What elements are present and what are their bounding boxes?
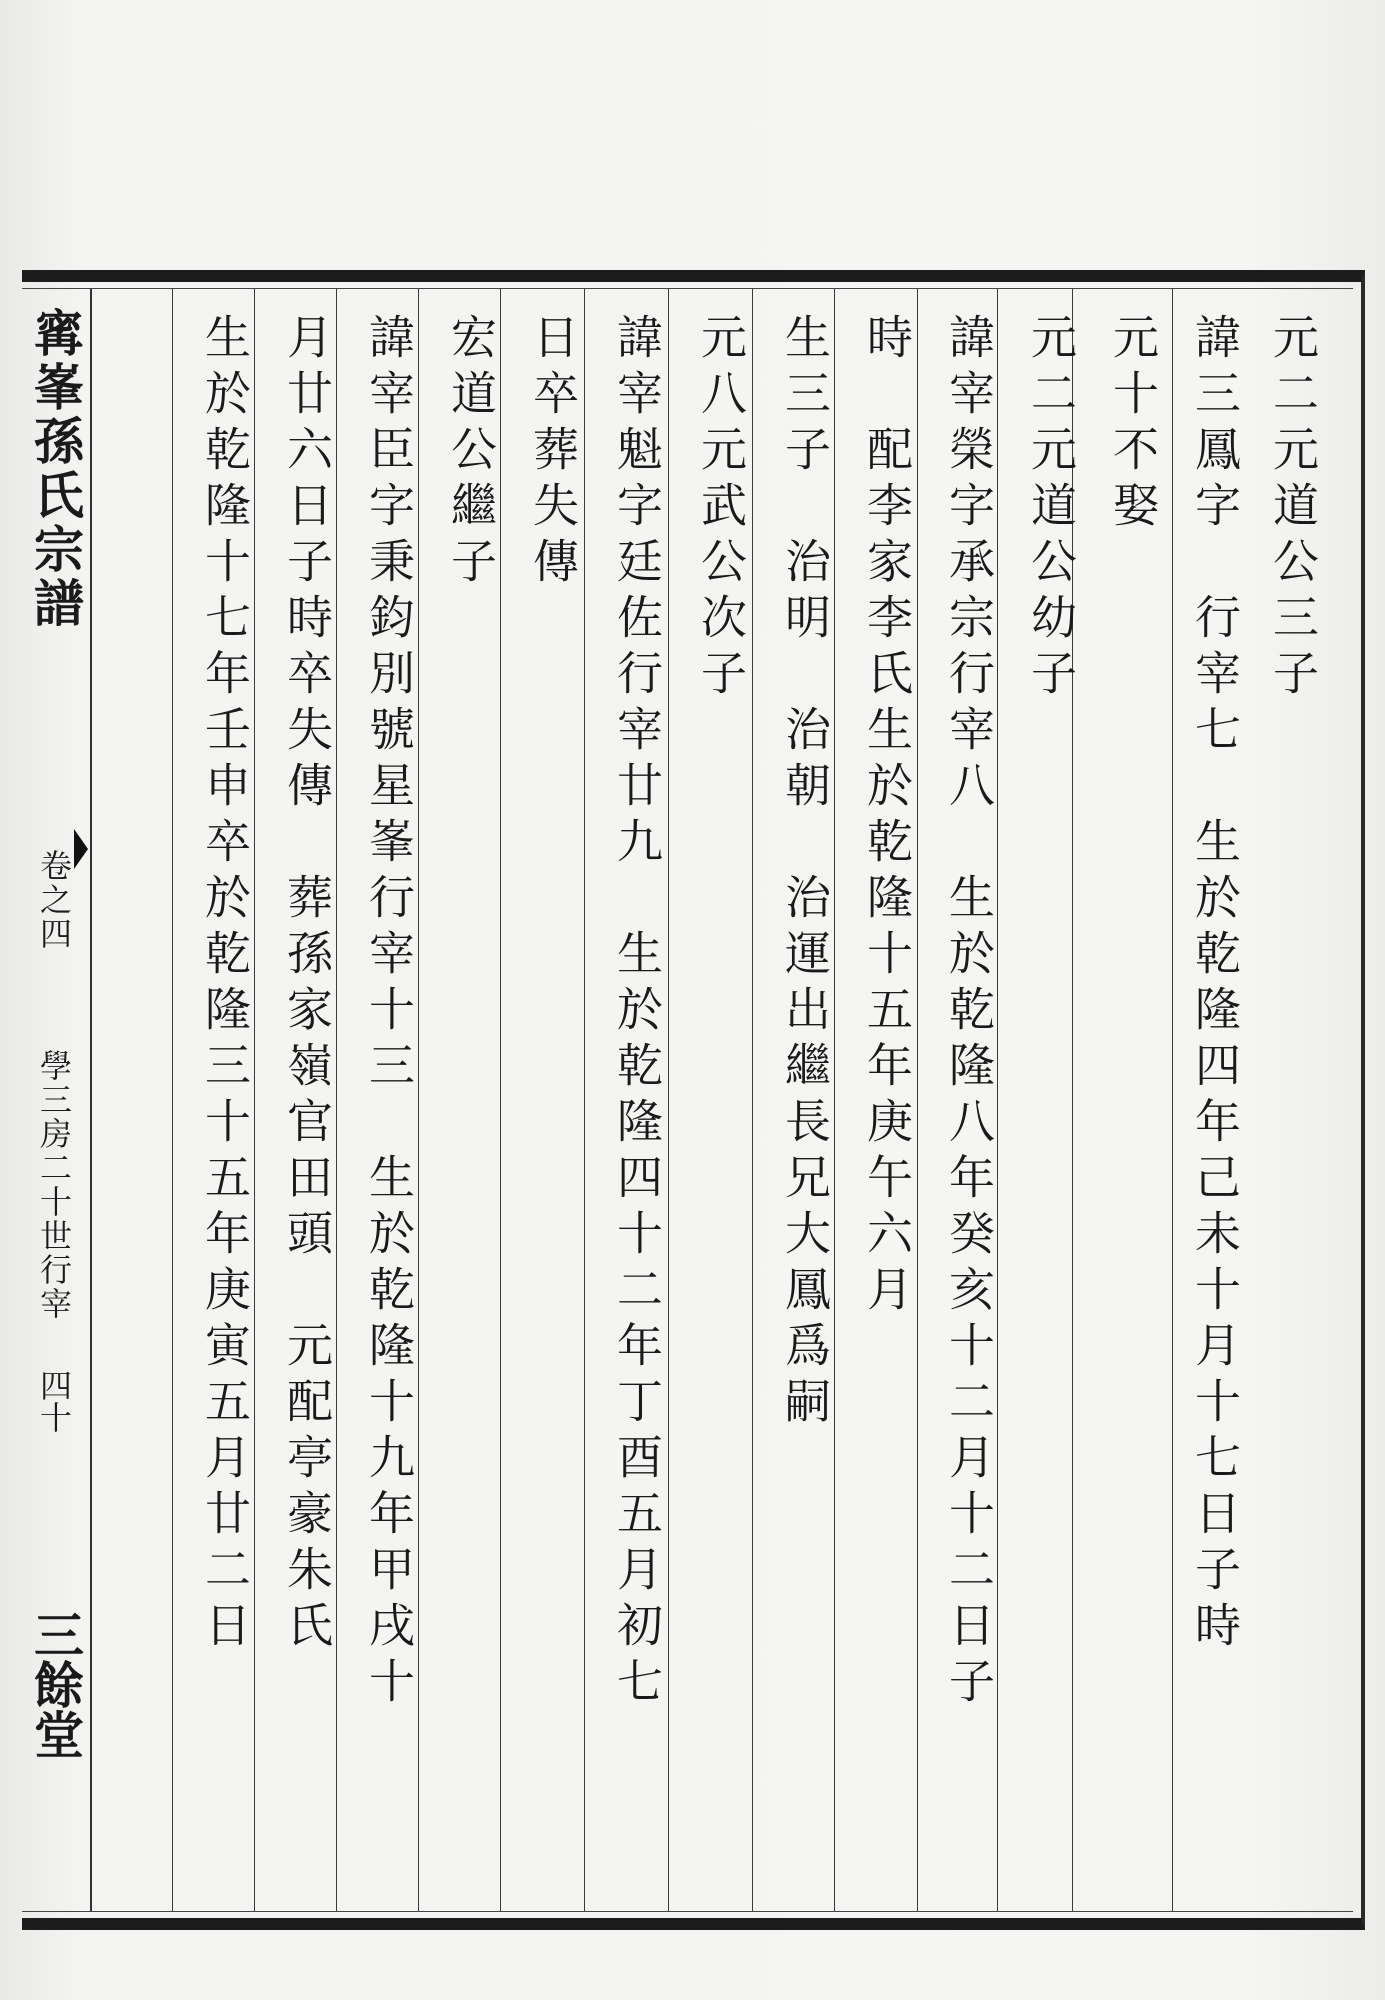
text-column-12: 諱宰臣字秉鈞別號星峯行宰十三 生於乾隆十九年甲戌十 [362,313,416,1713]
volume-label: 卷之四 [35,849,73,951]
text-column-1: 元二元道公三子 [1266,313,1320,705]
column-rule [1172,289,1173,1911]
column-rule [834,289,835,1911]
column-rule [917,289,918,1911]
page-frame [22,270,1365,1930]
text-column-11: 宏道公繼子 [444,313,498,593]
column-rule [500,289,501,1911]
column-rule [752,289,753,1911]
column-rule [418,289,419,1911]
book-gutter [22,289,92,1911]
text-column-7: 生三子 治明 治朝 治運出繼長兄大鳳爲嗣 [778,313,832,1433]
text-column-5: 諱宰榮字承宗行宰八 生於乾隆八年癸亥十二月十二日子 [942,313,996,1713]
section-label: 學三房二十世行宰 [35,1049,73,1321]
text-column-3: 元十不娶 [1106,313,1160,537]
column-rule [668,289,669,1911]
page-number: 四十 [35,1369,73,1433]
text-column-6: 時 配李家李氏生於乾隆十五年庚午六月 [860,313,914,1321]
text-column-8: 元八元武公次子 [694,313,748,705]
fish-tail-mark [74,829,88,869]
text-column-4: 元二元道公幼子 [1024,313,1078,705]
text-column-2: 諱三鳳字 行宰七 生於乾隆四年己未十月十七日子時 [1188,313,1242,1657]
column-rule [172,289,173,1911]
frame-inner [22,288,1353,1912]
text-column-9: 諱宰魁字廷佐行宰廿九 生於乾隆四十二年丁酉五月初七 [610,313,664,1713]
text-column-10: 日卒葬失傳 [526,313,580,593]
column-rule [584,289,585,1911]
column-rule [336,289,337,1911]
column-rule [254,289,255,1911]
genealogy-title: 寗峯孫氏宗譜 [26,307,85,631]
hall-name: 三餘堂 [26,1609,85,1759]
column-rule [997,289,998,1911]
text-column-13: 月廿六日子時卒失傳 葬孫家嶺官田頭 元配亭豪朱氏 [280,313,334,1657]
text-column-14: 生於乾隆十七年壬申卒於乾隆三十五年庚寅五月廿二日 [198,313,252,1657]
